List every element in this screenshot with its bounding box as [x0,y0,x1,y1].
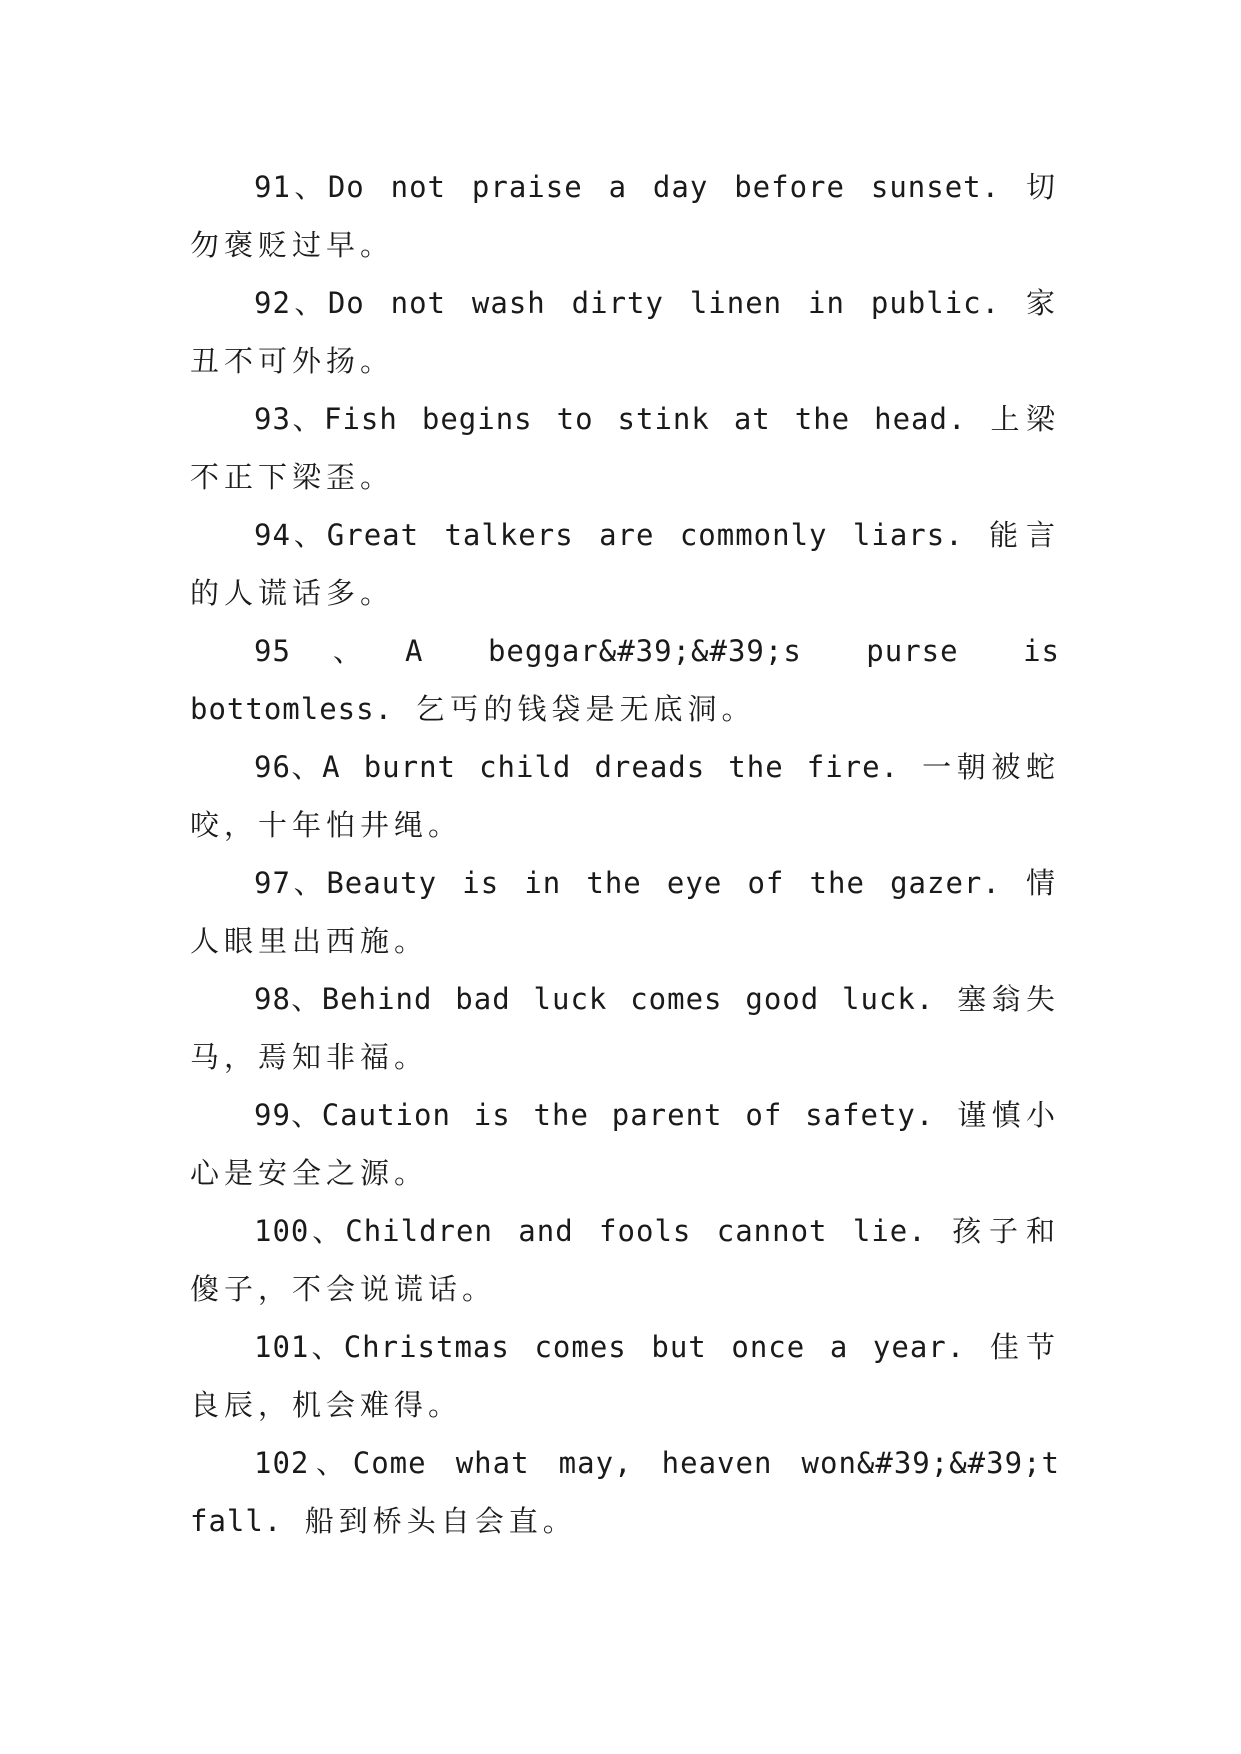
proverb-entry [190,1434,1060,1550]
chinese-translation: 乞丐的钱袋是无底洞。 [415,692,756,726]
chinese-translation: 切勿褒贬过早。 [190,170,1060,262]
english-proverb: Children and fools cannot lie. [345,1214,953,1248]
english-proverb: Do not wash dirty linen in public. [327,286,1026,320]
english-proverb: Beauty is in the eye of the gazer. [326,866,1026,900]
english-proverb: Great talkers are commonly liars. [326,518,990,552]
english-proverb: A beggar&#39;&#39;s purse is bottomless. [190,634,1061,726]
chinese-translation: 孩子和傻子，不会说谎话。 [190,1214,1060,1306]
proverb-entry [190,274,1060,390]
proverb-entry [190,390,1060,506]
entry-number: 97、 [254,866,327,900]
english-proverb: Behind bad luck comes good luck. [321,982,958,1016]
chinese-translation: 家丑不可外扬。 [190,286,1060,378]
proverb-entry [190,1086,1060,1202]
entry-number: 94、 [254,518,327,552]
chinese-translation: 上梁不正下梁歪。 [190,402,1060,494]
english-proverb: Fish begins to stink at the head. [324,402,991,436]
proverb-entry [190,506,1060,622]
english-proverb: A burnt child dreads the fire. [322,750,923,784]
entry-number: 98、 [254,982,322,1016]
proverb-entry [190,854,1060,970]
entry-number: 99、 [254,1098,322,1132]
english-proverb: Caution is the parent of safety. [321,1098,958,1132]
english-proverb: Come what may, heaven won&#39;&#39;t fall. [190,1446,1060,1538]
proverb-entry [190,970,1060,1086]
entry-number: 92、 [254,286,328,320]
entry-number: 93、 [254,402,325,436]
chinese-translation: 船到桥头自会直。 [304,1504,577,1538]
chinese-translation: 佳节良辰，机会难得。 [190,1330,1060,1422]
proverb-entry [190,1202,1060,1318]
entry-number: 100、 [254,1214,346,1248]
chinese-translation: 能言的人谎话多。 [190,518,1060,610]
entry-number: 91、 [254,170,328,204]
chinese-translation: 谨慎小心是安全之源。 [190,1098,1060,1190]
entry-number: 102、 [254,1446,353,1480]
proverb-list [190,158,1060,1550]
english-proverb: Do not praise a day before sunset. [327,170,1026,204]
english-proverb: Christmas comes but once a year. [343,1330,990,1364]
chinese-translation: 塞翁失马，焉知非福。 [190,982,1060,1074]
chinese-translation: 一朝被蛇咬，十年怕井绳。 [190,750,1060,842]
chinese-translation: 情人眼里出西施。 [190,866,1061,958]
entry-number: 96、 [254,750,323,784]
proverb-entry [190,622,1060,738]
proverb-entry [190,738,1060,854]
entry-number: 95、 [254,634,406,668]
entry-number: 101、 [254,1330,344,1364]
proverb-entry [190,1318,1060,1434]
proverb-entry [190,158,1060,274]
